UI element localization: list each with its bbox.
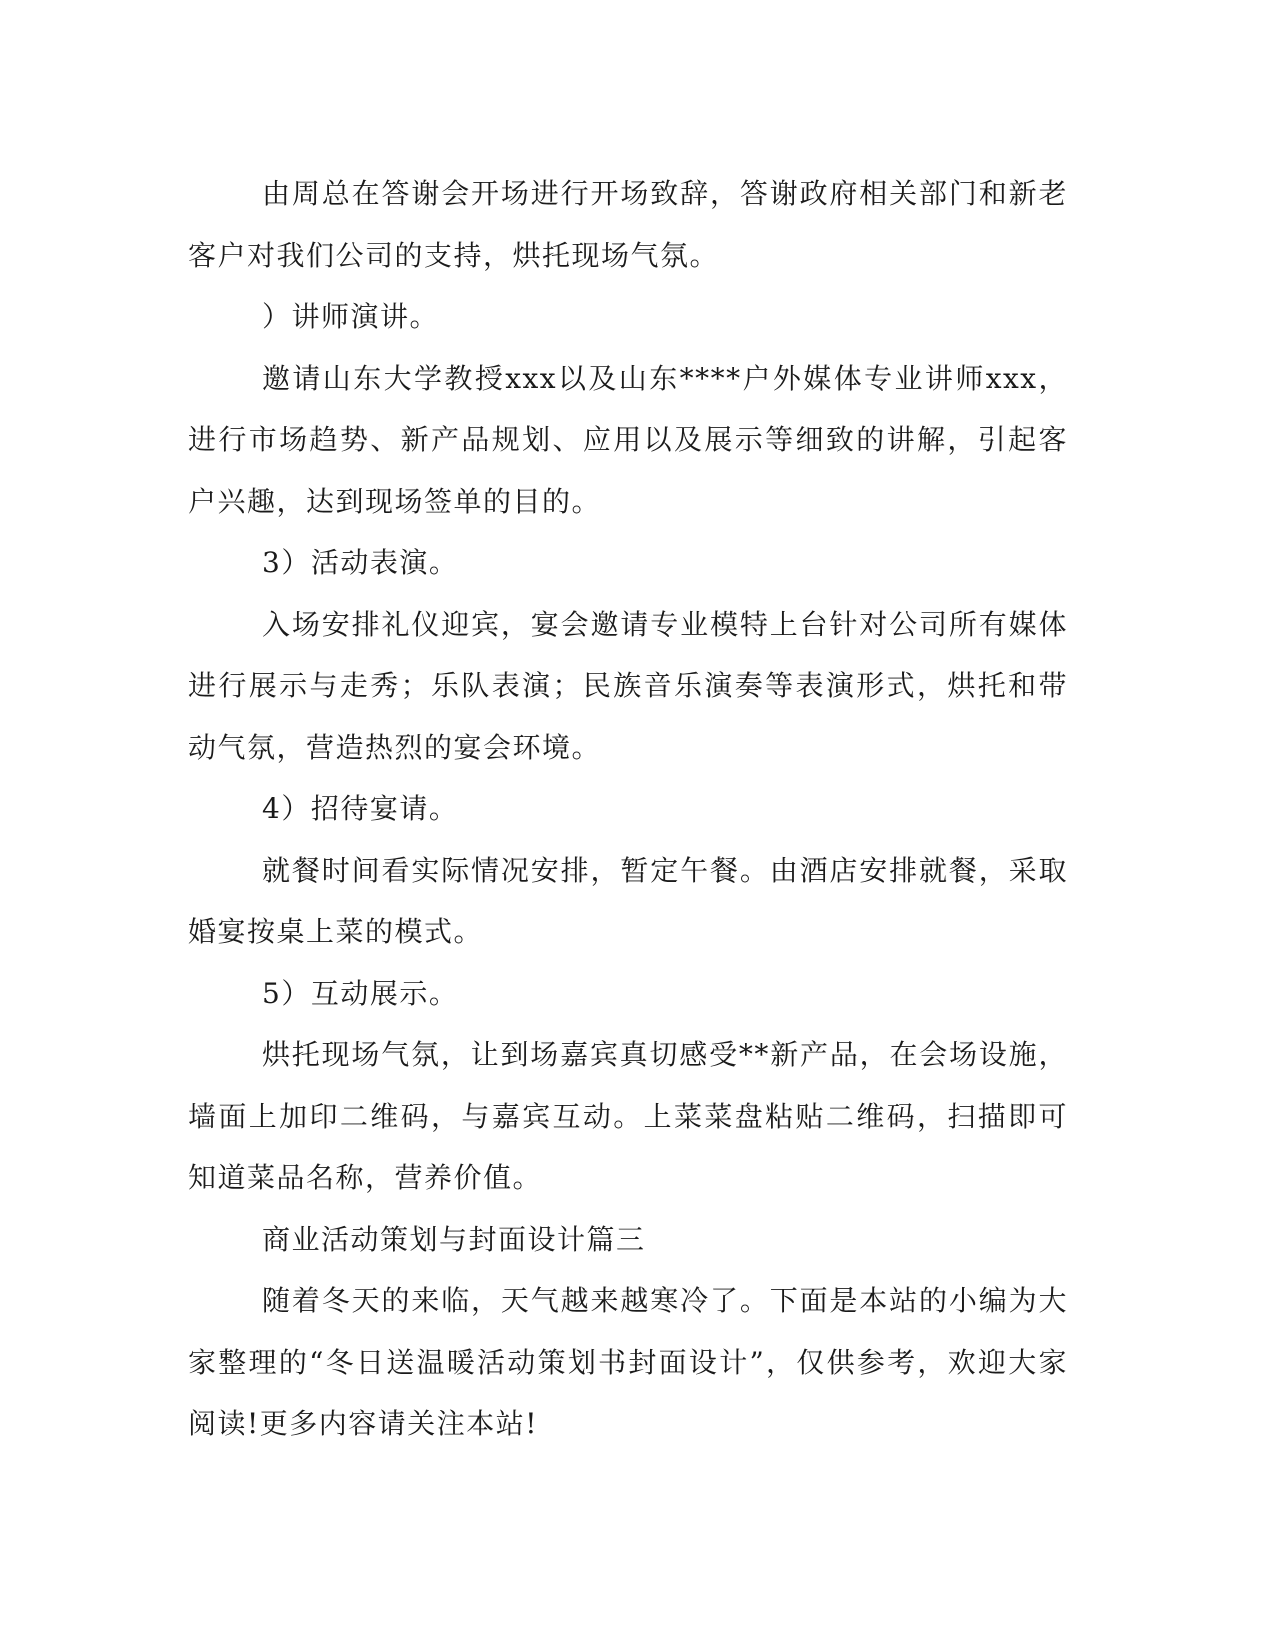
section-title: 商业活动策划与封面设计篇三 bbox=[262, 1222, 646, 1256]
paragraph-banquet: 就餐时间看实际情况安排，暂定午餐。由酒店安排就餐，采取婚宴按桌上菜的模式。 bbox=[188, 853, 1068, 948]
paragraph-performance: 入场安排礼仪迎宾，宴会邀请专业模特上台针对公司所有媒体进行展示与走秀；乐队表演；民族音乐演奏等表演形式，烘托和带动气氛，营造热烈的宴会环境。 bbox=[188, 607, 1068, 764]
paragraph-intro: 随着冬天的来临，天气越来越寒冷了。下面是本站的小编为大家整理的“冬日送温暖活动策划书封面设计”，仅供参考，欢迎大家阅读!更多内容请关注本站! bbox=[188, 1284, 1068, 1440]
heading-performance: 3）活动表演。 bbox=[262, 546, 459, 579]
paragraph-interaction: 烘托现场气氛，让到场嘉宾真切感受**新产品，在会场设施，墙面上加印二维码，与嘉宾互动。上菜菜盘粘贴二维码，扫描即可知道菜品名称，营养价值。 bbox=[188, 1038, 1068, 1194]
heading-banquet: 4）招待宴请。 bbox=[262, 792, 459, 825]
heading-interaction: 5）互动展示。 bbox=[262, 976, 459, 1010]
paragraph-lecture: 邀请山东大学教授xxx以及山东****户外媒体专业讲师xxx，进行市场趋势、新产品规划、应用以及展示等细致的讲解，引起客户兴趣，达到现场签单的目的。 bbox=[188, 361, 1068, 518]
heading-lecture: ）讲师演讲。 bbox=[262, 300, 440, 333]
paragraph-opening-speech: 由周总在答谢会开场进行开场致辞，答谢政府相关部门和新老客户对我们公司的支持，烘托现场气氛。 bbox=[188, 177, 1068, 272]
document-body bbox=[188, 163, 1068, 1455]
